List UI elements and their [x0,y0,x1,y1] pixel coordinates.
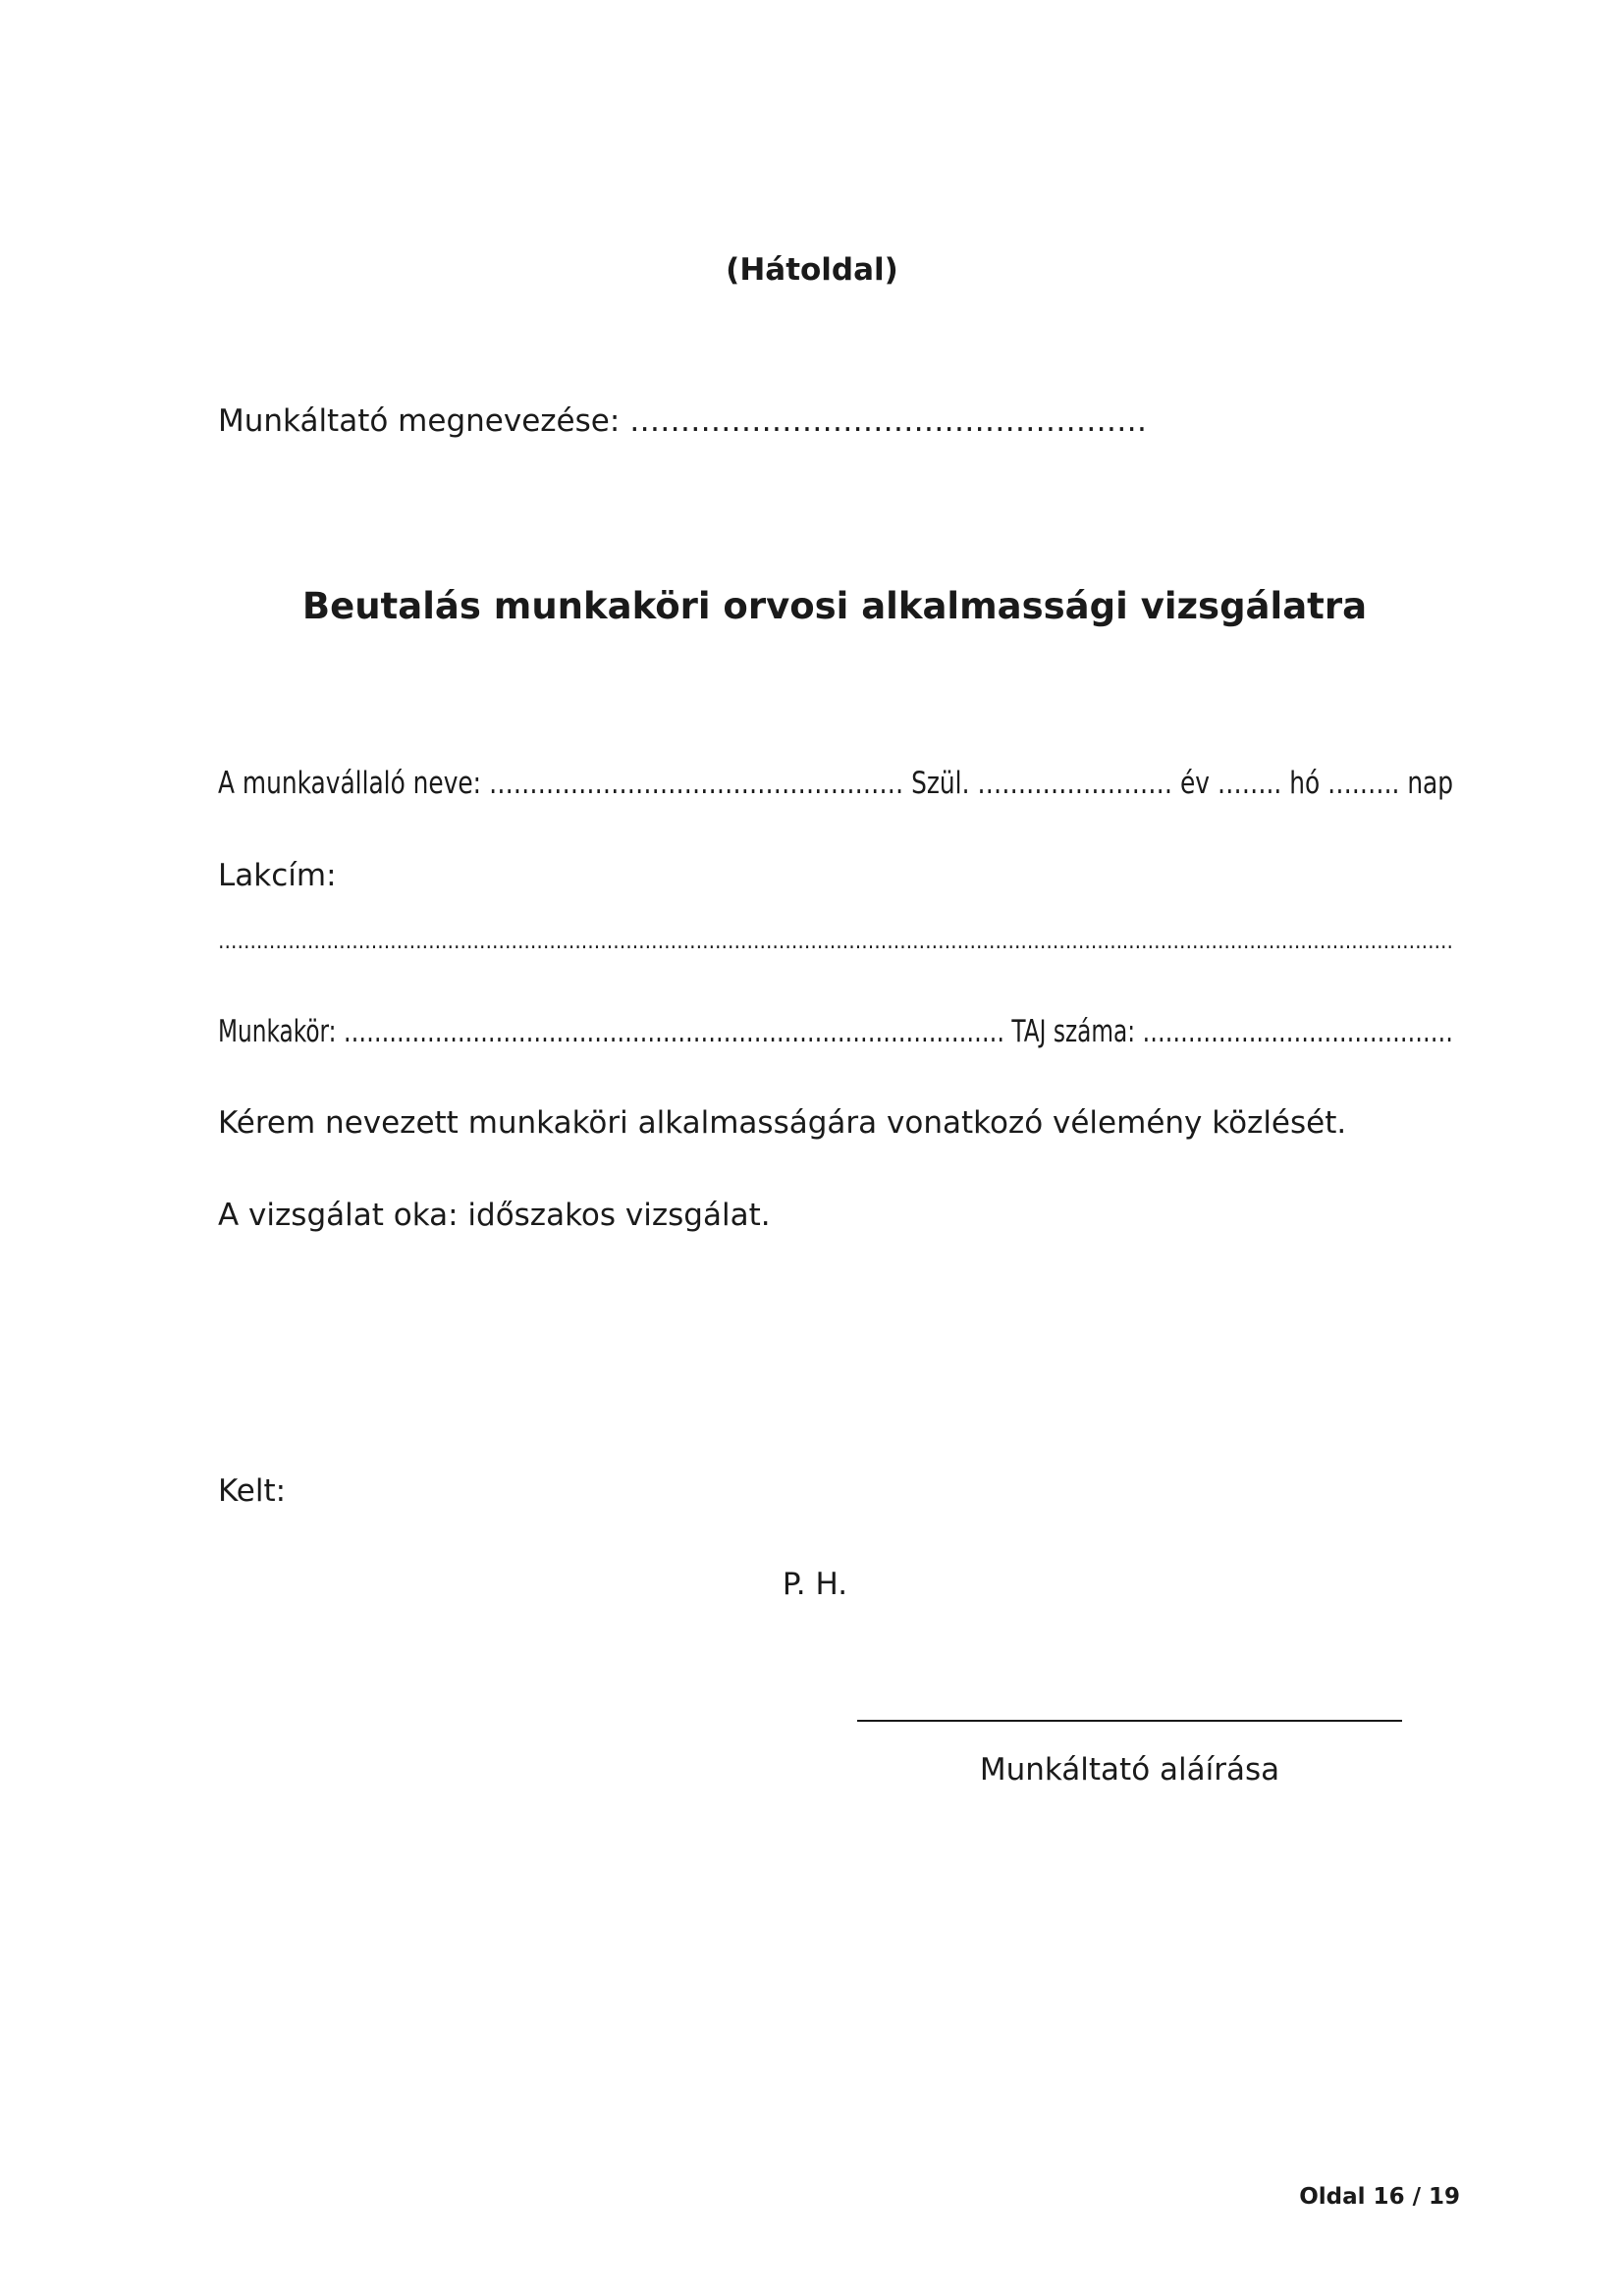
request-line: Kérem nevezett munkaköri alkalmasságára vonatkozó vélemény közlését. [218,1105,1347,1141]
employee-line: A munkavállaló neve: …………………………………………… Szül. …………………… év …….. hó ….….. nap [218,766,1454,801]
seal-label: P. H. [782,1567,848,1602]
employer-name-line: Munkáltató megnevezése: …………………………………………… [218,403,1148,439]
signature-line [857,1720,1402,1722]
address-dotted-line: ……………………………………………………………………………………………………………………………..…………………………………………… [218,930,1453,954]
reason-line: A vizsgálat oka: időszakos vizsgálat. [218,1198,771,1233]
signature-label: Munkáltató aláírása [979,1752,1280,1788]
job-line: Munkakör: …………………………………………………………………………… TAJ száma: ……………..…………………… [218,1014,1453,1049]
page-number: Oldal 16 / 19 [1299,2184,1460,2210]
dated-label: Kelt: [218,1473,287,1509]
address-label: Lakcím: [218,858,337,893]
back-side-label: (Hátoldal) [726,252,898,288]
document-title: Beutalás munkaköri orvosi alkalmassági vizsgálatra [301,585,1368,627]
